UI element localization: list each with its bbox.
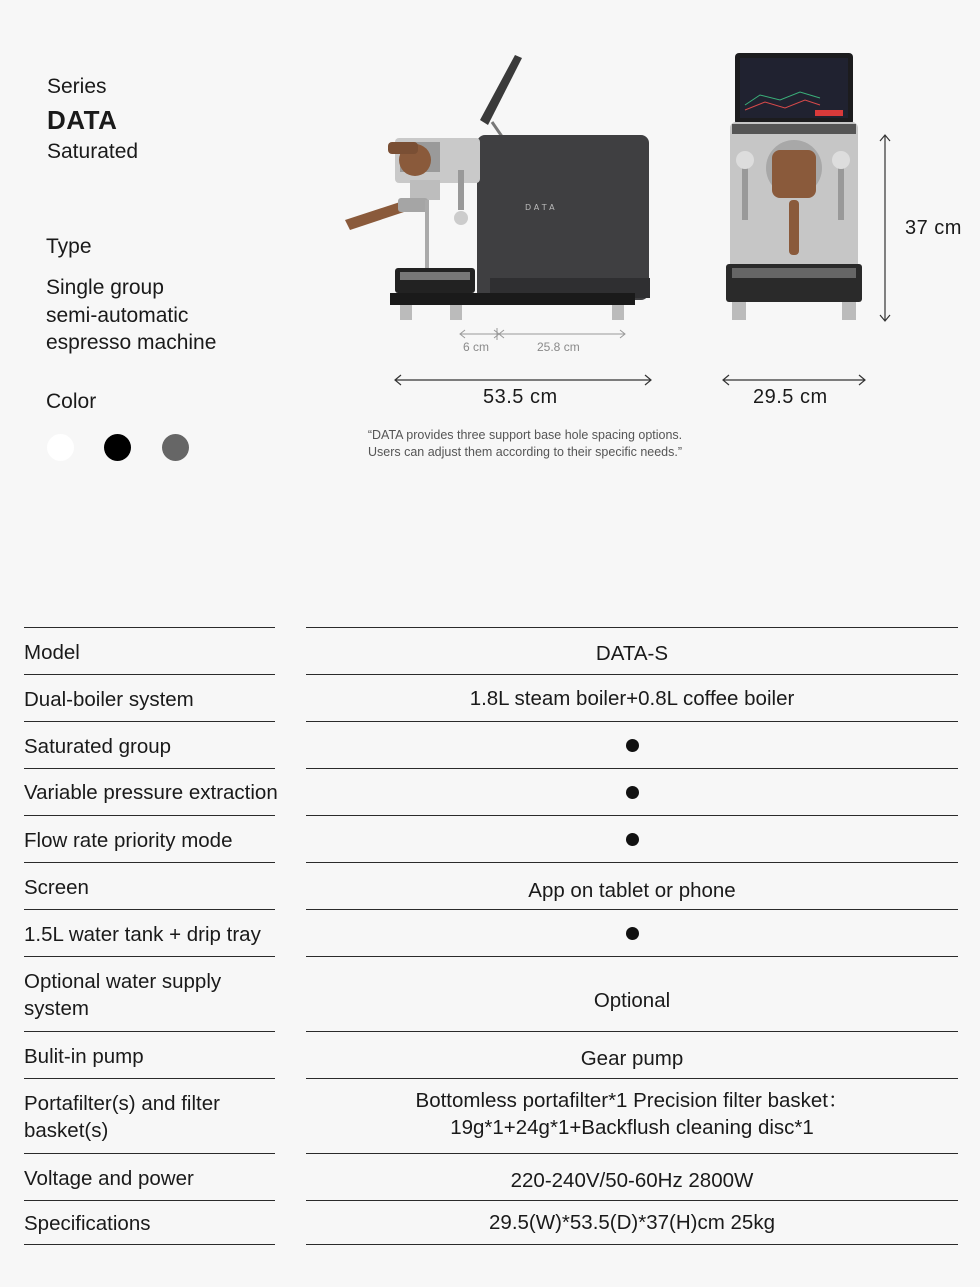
machine-front-view-illustration xyxy=(720,50,870,325)
note-line: Users can adjust them according to their specific needs.” xyxy=(367,445,683,459)
series-subtitle: Saturated xyxy=(47,140,139,163)
spec-value-boiler: 1.8L steam boiler+0.8L coffee boiler xyxy=(306,674,958,721)
spec-label-boiler: Dual-boiler system xyxy=(24,674,275,721)
color-swatch-gray[interactable] xyxy=(162,434,189,461)
spec-value-portafilter xyxy=(306,1078,958,1153)
table-bottom-rule xyxy=(24,1244,275,1245)
height-dimension-arrow xyxy=(876,133,894,323)
width-dimension-label: 29.5 cm xyxy=(753,386,828,408)
color-swatch-black[interactable] xyxy=(104,434,131,461)
base-spacing-note xyxy=(340,427,710,461)
spec-label-model: Model xyxy=(24,627,275,674)
spec-label-screen: Screen xyxy=(24,862,275,909)
color-swatch-white[interactable] xyxy=(47,434,74,461)
spec-label-pump: Bulit-in pump xyxy=(24,1031,275,1078)
spec-value-voltage: 220-240V/50-60Hz 2800W xyxy=(306,1153,958,1200)
series-name: DATA xyxy=(47,105,118,135)
type-label: Type xyxy=(46,235,92,258)
spec-label-portafilter: Portafilter(s) and filter basket(s) xyxy=(24,1078,275,1153)
note-line: “DATA provides three support base hole spacing options. xyxy=(367,428,683,442)
spec-value-water-supply: Optional xyxy=(306,956,958,1031)
spec-label-specifications: Specifications xyxy=(24,1200,275,1244)
portafilter-line: 19g*1+24g*1+Backflush cleaning disc*1 xyxy=(450,1116,814,1139)
color-label: Color xyxy=(46,390,97,413)
spec-value-flow-rate xyxy=(306,815,958,862)
spec-label-water-tank: 1.5L water tank + drip tray xyxy=(24,909,275,956)
spec-value-water-tank xyxy=(306,909,958,956)
feature-dot xyxy=(626,927,639,940)
dimension-25-8cm: 25.8 cm xyxy=(537,340,580,354)
series-label: Series xyxy=(47,75,107,98)
feature-dot xyxy=(626,739,639,752)
spec-value-saturated-group xyxy=(306,721,958,768)
depth-dimension-label: 53.5 cm xyxy=(483,386,558,408)
feature-dot xyxy=(626,786,639,799)
spec-value-model: DATA-S xyxy=(306,627,958,674)
type-line: semi-automatic xyxy=(46,303,189,327)
spec-label-saturated-group: Saturated group xyxy=(24,721,275,768)
spec-value-specifications: 29.5(W)*53.5(D)*37(H)cm 25kg xyxy=(306,1200,958,1244)
spec-value-pump: Gear pump xyxy=(306,1031,958,1078)
feature-dot xyxy=(626,833,639,846)
dimension-6cm: 6 cm xyxy=(463,340,490,354)
table-bottom-rule xyxy=(306,1244,958,1245)
height-dimension-label: 37 cm xyxy=(905,217,962,239)
spec-value-screen: App on tablet or phone xyxy=(306,862,958,909)
portafilter-line: Bottomless portafilter*1 Precision filter basket： xyxy=(415,1089,849,1112)
type-line: espresso machine xyxy=(46,331,217,354)
type-line: Single group xyxy=(46,276,164,299)
spec-value-variable-pressure xyxy=(306,768,958,815)
machine-brand-text: D A T A xyxy=(525,203,555,212)
spec-label-water-supply: Optional water supply system xyxy=(24,956,275,1031)
spec-label-variable-pressure: Variable pressure extraction xyxy=(24,781,278,804)
type-value xyxy=(46,274,266,357)
machine-side-view-illustration xyxy=(340,50,660,330)
spec-label-voltage: Voltage and power xyxy=(24,1153,275,1200)
spec-label-flow-rate: Flow rate priority mode xyxy=(24,815,275,862)
row-divider xyxy=(24,768,275,769)
